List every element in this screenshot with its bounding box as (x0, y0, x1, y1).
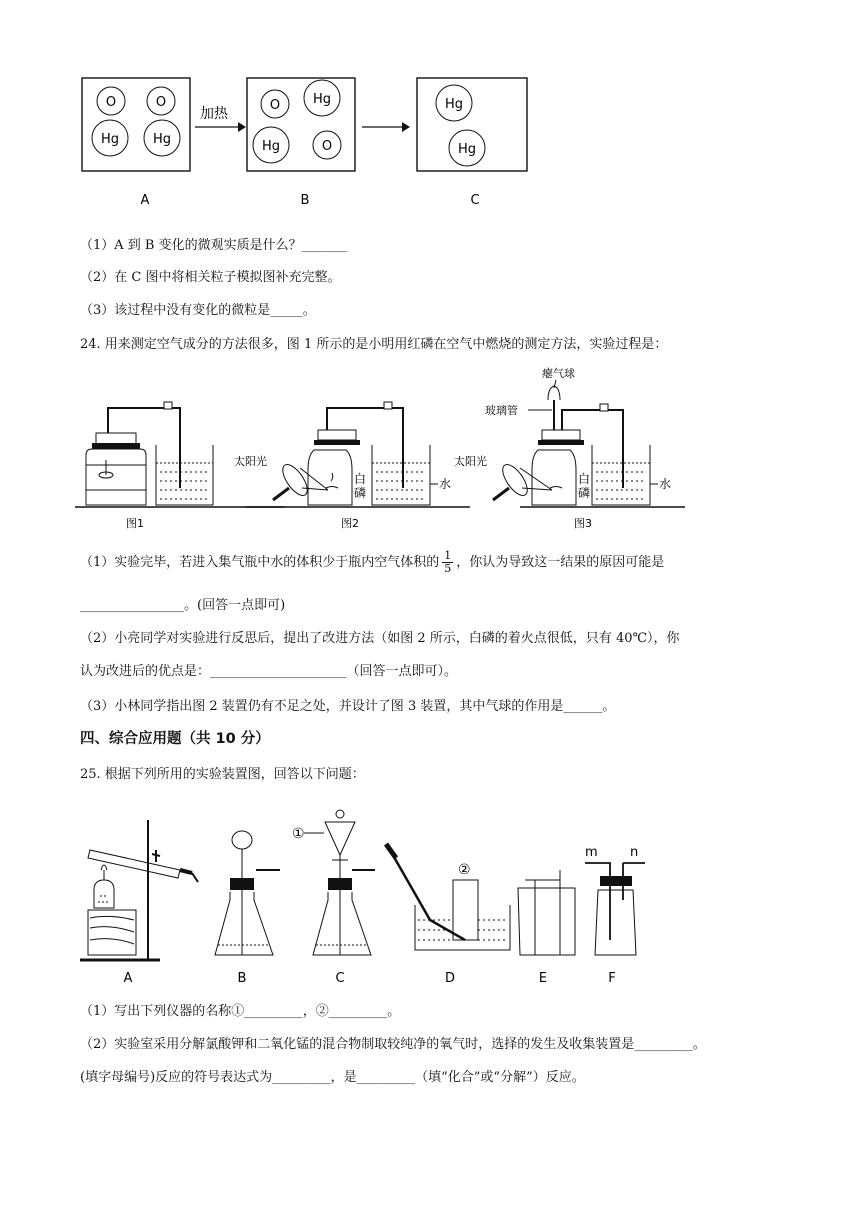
section-4-heading: 四、综合应用题（共 10 分） (80, 731, 270, 747)
q23-subquestion-1: （1）A 到 B 变化的微观实质是什么？_______ (80, 238, 348, 253)
q24-subquestion-1-cont: ________________。(回答一点即可) (80, 598, 286, 613)
particle-o-label: O (269, 98, 281, 113)
apparatus-c (292, 810, 375, 986)
instrument-mark-2: ② (458, 862, 471, 878)
figure-3-caption: 图3 (574, 517, 592, 530)
q24-subquestion-1: （1）实验完毕，若进入集气瓶中水的体积少于瓶内空气体积的 $\frac{1}{5}$ ，你认为导致这一结果的原因可能是 (80, 549, 665, 575)
fraction-one-fifth: $\frac{1}{5}$ (444, 549, 452, 575)
water-label: 水 (439, 477, 452, 491)
box-c (417, 78, 527, 171)
q23-subquestion-2: （2）在 C 图中将相关粒子模拟图补充完整。 (80, 270, 341, 285)
apparatus-label-b: B (237, 971, 247, 986)
balloon-label: 瘪气球 (542, 367, 575, 380)
caption-a: A (140, 193, 150, 208)
apparatus-b (215, 831, 280, 986)
figure-3-apparatus (454, 366, 685, 530)
particle-hg-label: Hg (152, 132, 172, 147)
q25-subquestion-1: （1）写出下列仪器的名称①_________，②_________。 (80, 1004, 401, 1019)
q25-subquestion-2: （2）实验室采用分解氯酸钾和二氧化锰的混合物制取较纯净的氧气时，选择的发生及收集装置是_________。 (80, 1037, 706, 1052)
apparatus-d (386, 844, 510, 986)
particle-hg-label: Hg (100, 132, 120, 147)
q25-stem: 25. 根据下列所用的实验装置图，回答以下问题： (80, 767, 365, 782)
apparatus-e (518, 870, 575, 986)
figure-2-caption: 图2 (341, 517, 359, 530)
glass-tube-label: 玻璃管 (485, 404, 518, 417)
water-label: 水 (659, 477, 672, 491)
q24-subquestion-2-cont: 认为改进后的优点是：_____________________（回答一点即可）。 (80, 664, 458, 679)
q25-subquestion-2-cont: (填字母编号)反应的符号表达式为_________，是_________（填“化合”或“分解”）反应。 (80, 1070, 585, 1085)
apparatus-label-f: F (608, 971, 616, 986)
white-phosphorus-label: 磷 (354, 486, 367, 500)
q24-stem: 24. 用来测定空气成分的方法很多，图 1 所示的是小明用红磷在空气中燃烧的测定方法，实验过程是： (80, 337, 668, 352)
instrument-mark-1: ① (292, 826, 305, 842)
apparatus-label-c: C (335, 971, 345, 986)
particle-hg-label: Hg (444, 97, 464, 112)
heating-label: 加热 (200, 106, 228, 122)
apparatus-f (585, 845, 645, 986)
apparatus-label-a: A (123, 971, 133, 986)
white-phosphorus-label: 磷 (578, 486, 591, 500)
port-n-label: n (630, 845, 639, 860)
mercury-particle-figure (70, 70, 540, 220)
particle-hg-label: Hg (261, 139, 281, 154)
apparatus-label-d: D (444, 971, 456, 986)
arrow-head (238, 122, 246, 132)
particle-o-label: O (155, 95, 167, 110)
q23-subquestion-3: （3）该过程中没有变化的微粒是_____。 (80, 303, 316, 318)
q24-subquestion-2: （2）小亮同学对实验进行反思后，提出了改进方法（如图 2 所示，白磷的着火点很低，只有 40℃），你 (80, 631, 680, 646)
arrow-head (402, 122, 410, 132)
figure-2-apparatus (234, 402, 470, 530)
air-apparatus-figure (70, 360, 690, 540)
white-phosphorus-label: 白 (578, 472, 591, 486)
particle-hg-label: Hg (457, 142, 477, 157)
q24-subquestion-3: （3）小林同学指出图 2 装置仍有不足之处，并设计了图 3 装置，其中气球的作用是______。 (80, 699, 616, 714)
particle-o-label: O (105, 95, 117, 110)
figure-1-caption: 图1 (126, 517, 144, 530)
port-m-label: m (585, 845, 598, 860)
apparatus-label-e: E (538, 971, 548, 986)
apparatus-a (80, 820, 198, 986)
particle-o-label: O (321, 139, 333, 154)
particle-hg-label: Hg (312, 92, 332, 107)
caption-c: C (470, 193, 480, 208)
sunlight-label: 太阳光 (234, 455, 267, 468)
sunlight-label: 太阳光 (454, 455, 487, 468)
white-phosphorus-label: 白 (354, 472, 367, 486)
lab-apparatus-figure (70, 800, 680, 990)
caption-b: B (300, 193, 310, 208)
